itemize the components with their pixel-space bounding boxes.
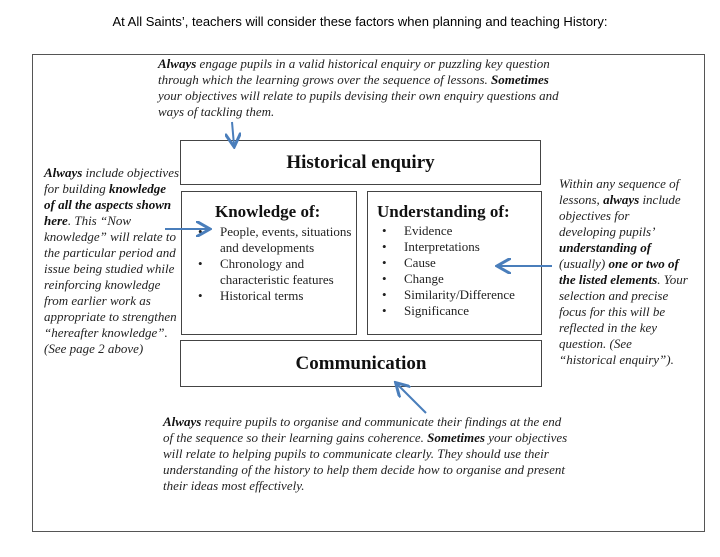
left-note-b2: knowledge of all the aspects shown here [44,181,172,228]
bottom-note-t1: require pupils to organise and communicate their findings at the end of the sequence so their learning gains coherence. [163,414,562,445]
bottom-note-b2: Sometimes [427,430,485,445]
top-note-b1: Always [158,56,197,71]
knowledge-heading: Knowledge of: [215,202,321,221]
right-note-b3: one or two of the listed elements [559,256,679,287]
right-note-b1: always [603,192,640,207]
left-note-t2: . This “Now knowledge” will relate to the particular period and issue being studied while reinforcing knowledge from earlier work as appropriate to strengthen “hereafter knowledge”. (See page 2 above) [44,213,177,356]
left-note-t1: include objectives for building [44,165,180,196]
bottom-note-b1: Always [163,414,202,429]
right-note-b2: understanding of [559,240,652,255]
understanding-item: • Similarity/Difference [404,287,541,303]
knowledge-item: • People, events, situations and developments [220,224,352,256]
historical-enquiry-heading: Historical enquiry [286,152,435,173]
page-title: At All Saints’, teachers will consider these factors when planning and teaching History: [112,14,608,29]
understanding-item: • Evidence [404,223,541,239]
understanding-item: • Cause [404,255,541,271]
arrow-bottom [397,384,426,413]
understanding-item: • Significance [404,303,541,319]
right-note-t4: . Your selection and precise focus for this will be reflected in the key question. (See “historical enquiry”). [559,272,688,367]
knowledge-item: • Chronology and characteristic features [220,256,352,288]
knowledge-item: • Historical terms [220,288,352,304]
communication-heading: Communication [295,353,427,374]
right-note-t1: Within any sequence of lessons, [559,176,680,207]
top-note-t1: engage pupils in a valid historical enquiry or puzzling key question through which the learning grows over the sequence of lessons. [158,56,550,87]
bottom-note-t2: your objectives will relate to helping pupils to communicate clearly. They should use their understanding of the history to help them decide how to organise and present their ideas most effectively. [163,430,568,493]
understanding-item: • Change [404,271,541,287]
top-note-b2: Sometimes [491,72,549,87]
arrow-top [232,122,234,145]
top-note-t2: your objectives will relate to pupils devising their own enquiry questions and ways of tackling them. [158,88,559,119]
understanding-heading: Understanding of: [377,202,510,221]
left-note-b1: Always [44,165,83,180]
understanding-item: • Interpretations [404,239,541,255]
right-note-t3: (usually) [559,256,609,271]
right-note-t2: include objectives for developing pupils’ [559,192,681,239]
